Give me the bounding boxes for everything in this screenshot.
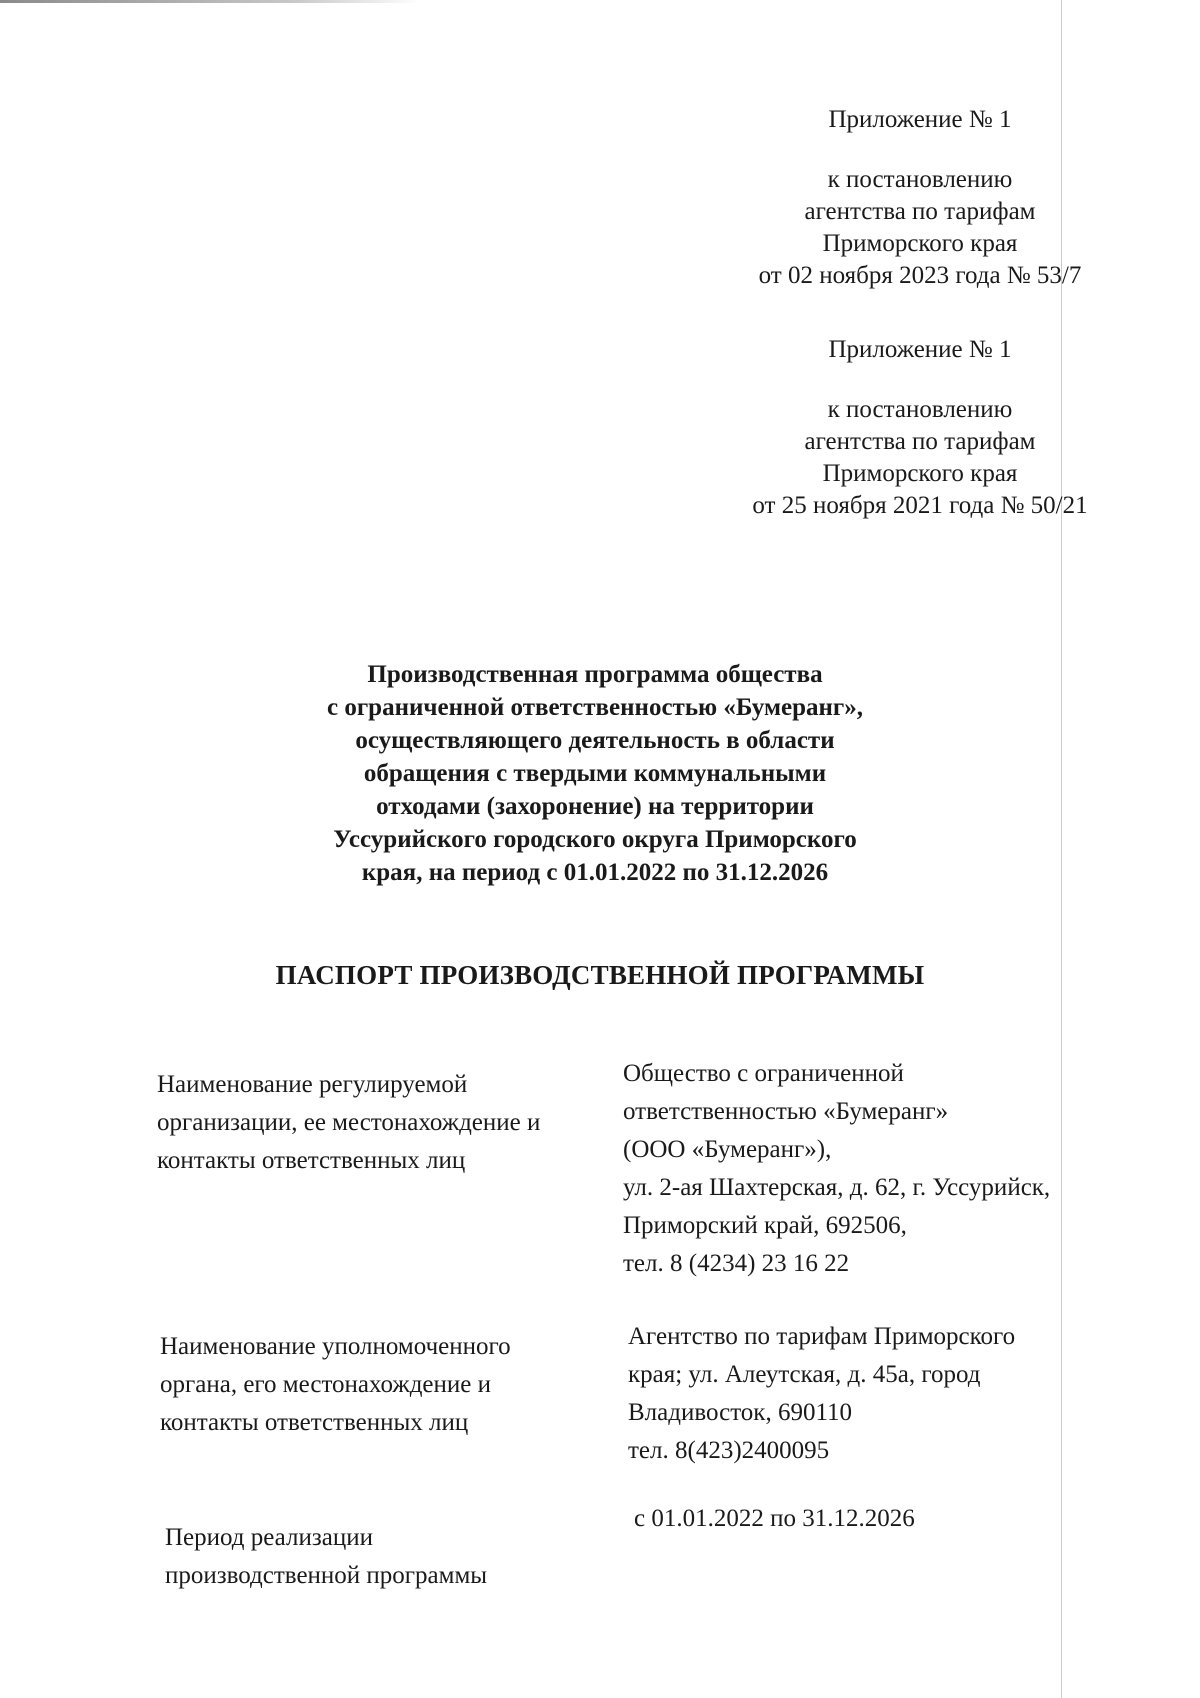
label-line: контакты ответственных лиц (160, 1409, 469, 1436)
appendix-line: агентства по тарифам (804, 428, 1036, 455)
value-line: ул. 2-ая Шахтерская, д. 62, г. Уссурийск, (623, 1174, 1051, 1201)
program-title-line: осуществляющего деятельность в области (355, 727, 835, 754)
value-line: ответственностью «Бумеранг» (623, 1098, 949, 1125)
program-title-line: Уссурийского городского округа Приморского (333, 826, 857, 853)
period-label (165, 1519, 487, 1595)
value-line: тел. 8 (4234) 23 16 22 (623, 1250, 850, 1277)
appendix-line: Приморского края (822, 230, 1018, 257)
program-title-line: Производственная программа общества (367, 661, 823, 688)
program-title-line: с ограниченной ответственностью «Бумеранг», (326, 694, 864, 721)
appendix-line: к постановлению (827, 396, 1013, 423)
label-line: Период реализации (165, 1524, 373, 1551)
value-line: с 01.01.2022 по 31.12.2026 (634, 1505, 915, 1532)
value-line: Агентство по тарифам Приморского (628, 1323, 1016, 1350)
program-title-line: отходами (захоронение) на территории (376, 793, 814, 820)
value-line: (ООО «Бумеранг»), (623, 1136, 832, 1163)
program-title-line: края, на период с 01.01.2022 по 31.12.2026 (361, 859, 829, 886)
value-line: Общество с ограниченной (623, 1060, 904, 1087)
authority-value (628, 1318, 1015, 1470)
appendix-line: Приморского края (822, 460, 1018, 487)
label-line: Наименование уполномоченного (160, 1333, 511, 1360)
organization-label (157, 1066, 540, 1180)
scan-edge-shadow (0, 0, 420, 3)
period-value (634, 1500, 915, 1538)
label-line: производственной программы (165, 1562, 488, 1589)
appendix-date-number: от 25 ноября 2021 года № 50/21 (752, 492, 1088, 519)
appendix-date-number: от 02 ноября 2023 года № 53/7 (758, 262, 1082, 289)
program-title (220, 658, 970, 889)
value-line: Приморский край, 692506, (623, 1212, 907, 1239)
appendix-line: к постановлению (827, 166, 1013, 193)
value-line: Владивосток, 690110 (628, 1399, 853, 1426)
label-line: контакты ответственных лиц (157, 1147, 466, 1174)
authority-label (160, 1328, 511, 1442)
value-line: тел. 8(423)2400095 (628, 1437, 830, 1464)
appendix-line: агентства по тарифам (804, 198, 1036, 225)
appendix-note-2021 (720, 334, 1120, 522)
label-line: Наименование регулируемой (157, 1071, 468, 1098)
label-line: органа, его местонахождение и (160, 1371, 492, 1398)
label-line: организации, ее местонахождение и (157, 1109, 541, 1136)
appendix-note-2023 (720, 104, 1120, 292)
appendix-title: Приложение № 1 (828, 336, 1012, 363)
value-line: края; ул. Алеутская, д. 45а, город (628, 1361, 981, 1388)
organization-value (623, 1055, 1050, 1283)
passport-heading: ПАСПОРТ ПРОИЗВОДСТВЕННОЙ ПРОГРАММЫ (275, 960, 925, 990)
program-title-line: обращения с твердыми коммунальными (363, 760, 827, 787)
appendix-title: Приложение № 1 (828, 106, 1012, 133)
